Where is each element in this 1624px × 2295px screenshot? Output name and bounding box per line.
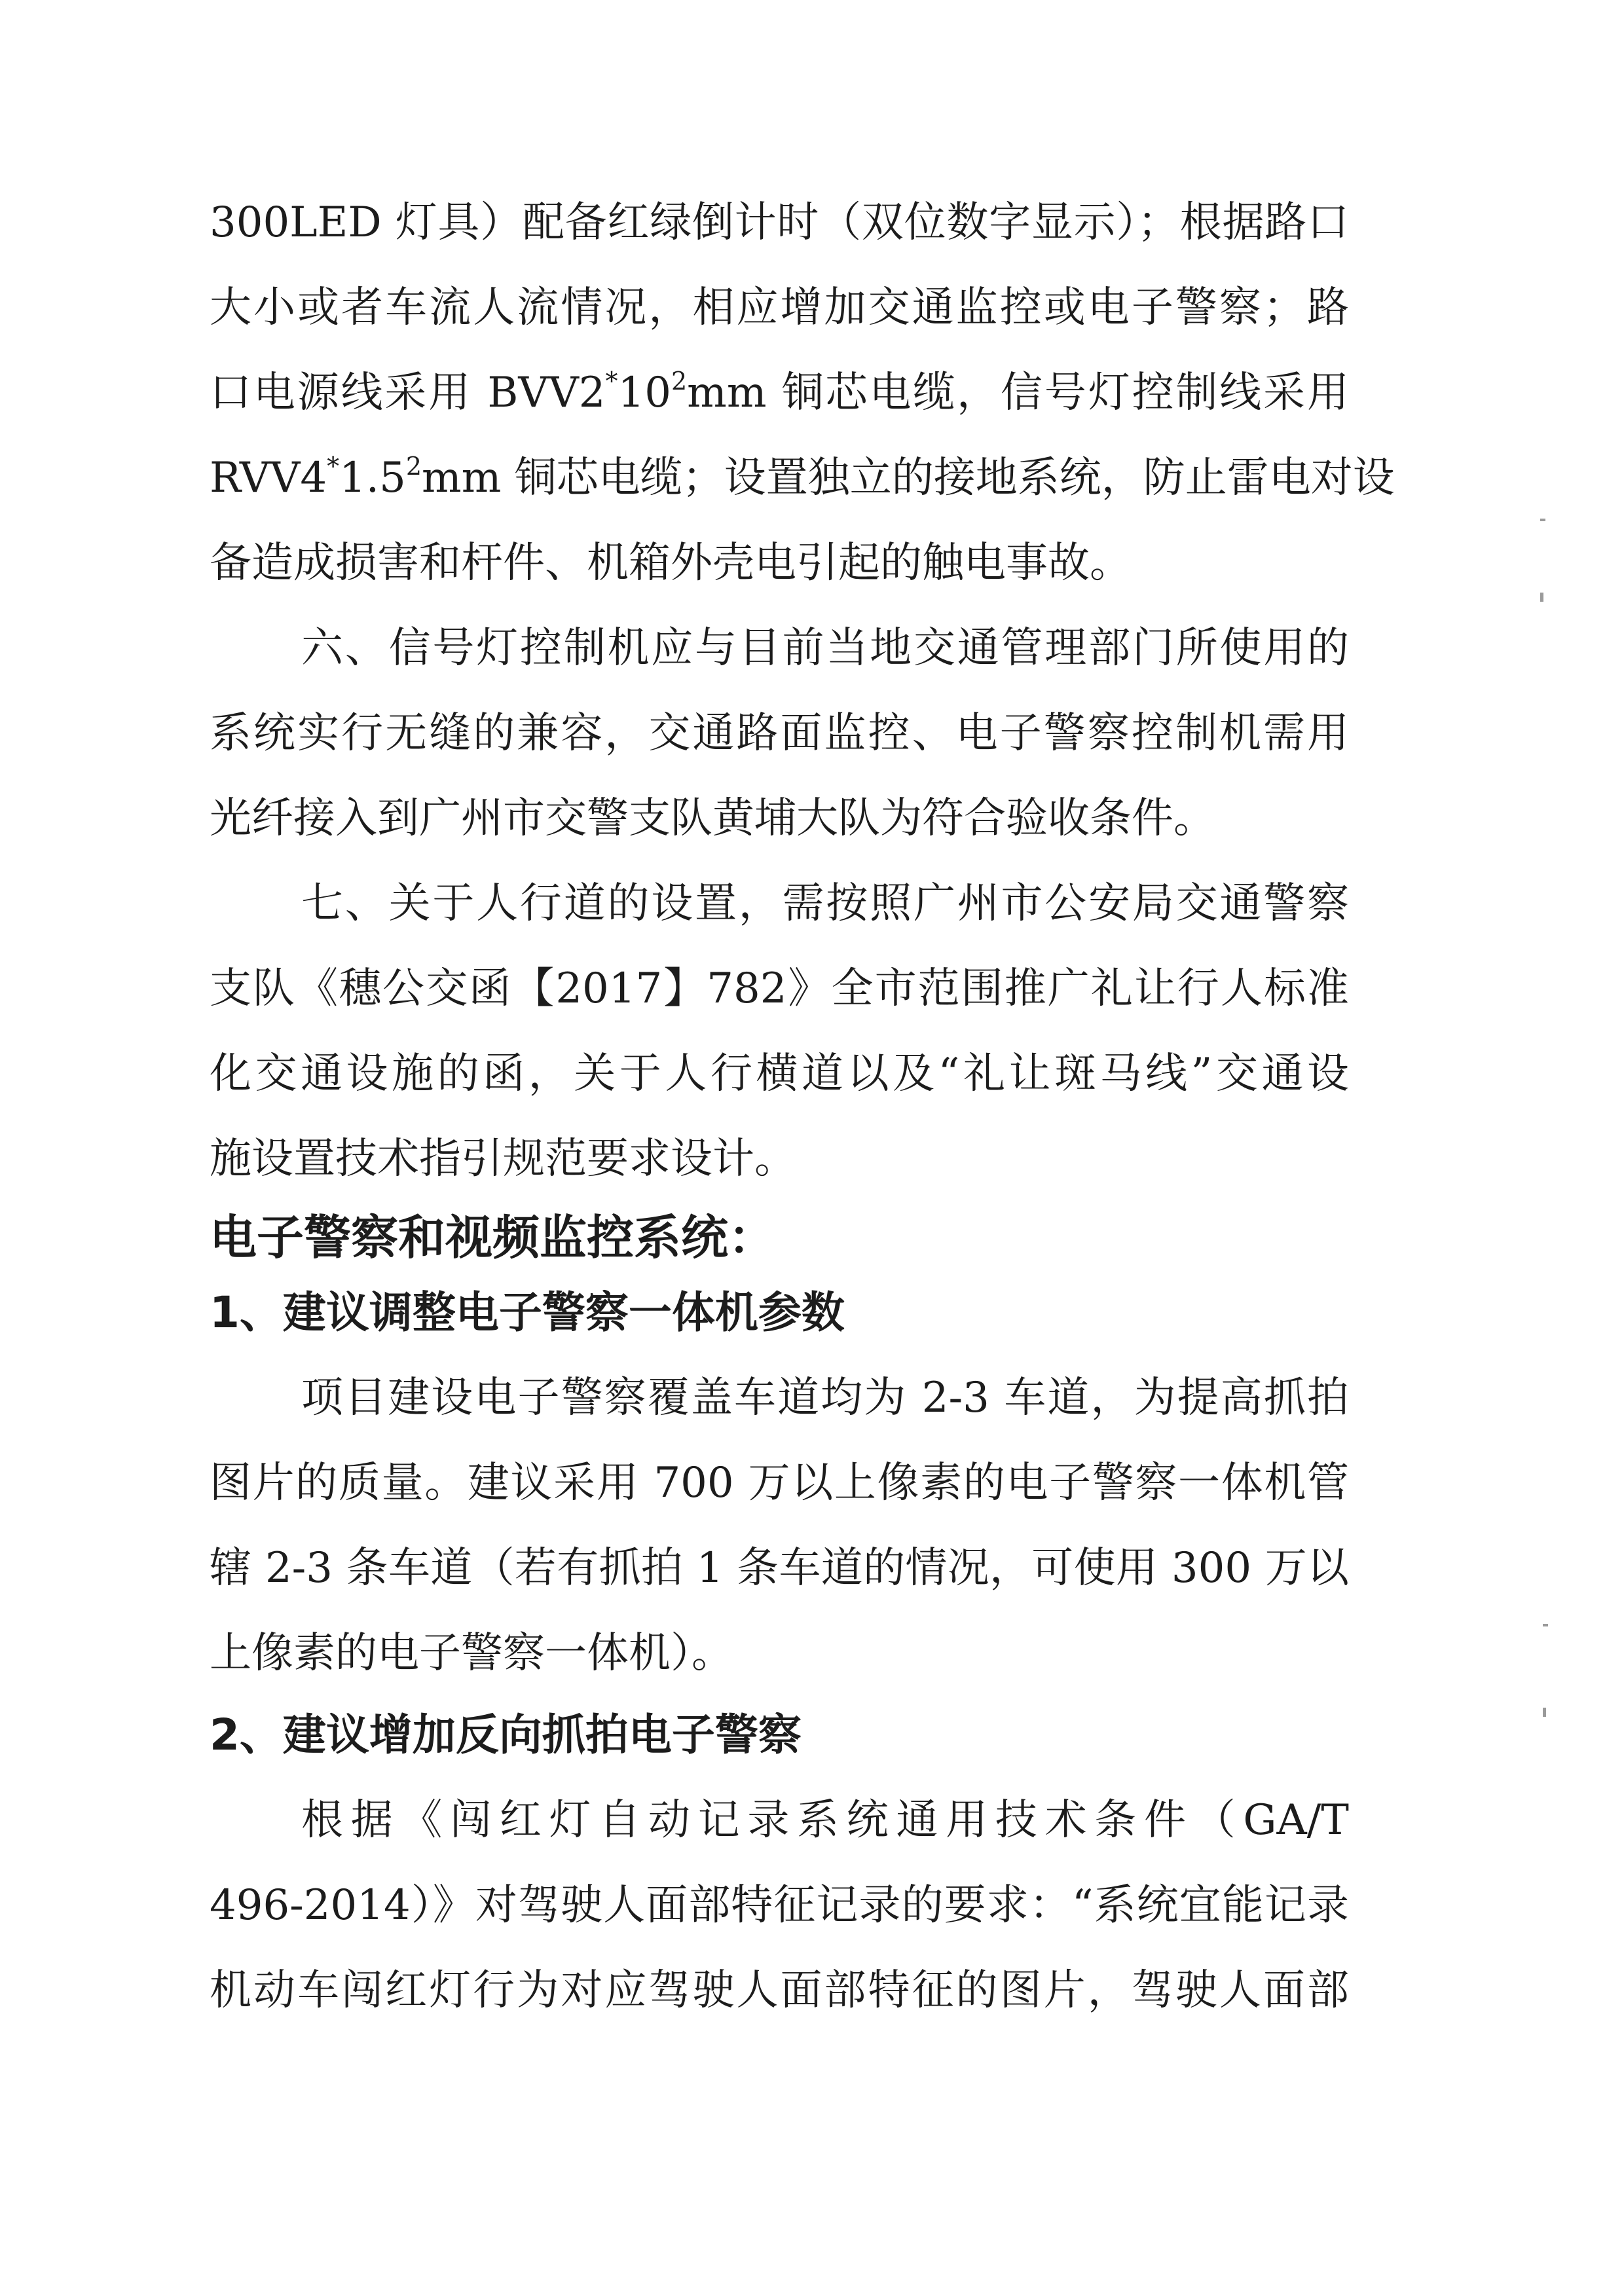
body-text-line: 系统实行无缝的兼容，交通路面监控、电子警察控制机需用 [210, 709, 1349, 758]
superscript: * [605, 367, 618, 395]
body-text-line: 图片的质量。建议采用 700 万以上像素的电子警察一体机管 [210, 1459, 1349, 1507]
text-fragment: 10 [618, 369, 671, 417]
text-fragment: 口电源线采用 BVV2 [210, 369, 606, 417]
body-text-line: 496-2014）》对驾驶人面部特征记录的要求：“系统宜能记录 [210, 1881, 1349, 1930]
scan-speck [1543, 1624, 1548, 1626]
scan-speck [1543, 1708, 1546, 1717]
text-fragment: mm 铜芯电缆；设置独立的接地系统，防止雷电对设 [422, 454, 1395, 502]
superscript: 2 [671, 367, 688, 395]
text-fragment: 1.5 [339, 454, 406, 502]
paragraph-first-line: 六、信号灯控制机应与目前当地交通管理部门所使用的 [301, 624, 1349, 672]
paragraph-first-line: 项目建设电子警察覆盖车道均为 2-3 车道，为提高抓拍 [301, 1374, 1349, 1422]
body-text-line: 上像素的电子警察一体机）。 [210, 1629, 733, 1678]
scan-speck [1540, 593, 1543, 602]
body-text-line: 大小或者车流人流情况，相应增加交通监控或电子警察；路 [210, 284, 1349, 332]
subsection-heading: 2、建议增加反向抓拍电子警察 [210, 1710, 802, 1760]
body-text-line: 支队《穗公交函【2017】782》全市范围推广礼让行人标准 [210, 964, 1349, 1013]
text-fragment: mm 铜芯电缆，信号灯控制线采用 [687, 369, 1350, 417]
scan-speck [1540, 519, 1545, 521]
body-text-line: 机动车闯红灯行为对应驾驶人面部特征的图片，驾驶人面部 [210, 1966, 1349, 2015]
text-fragment: RVV4 [210, 454, 327, 502]
body-text-line: 施设置技术指引规范要求设计。 [210, 1135, 796, 1183]
subsection-heading: 1、建议调整电子警察一体机参数 [210, 1287, 845, 1338]
paragraph-first-line: 七、关于人行道的设置，需按照广州市公安局交通警察 [301, 879, 1349, 928]
body-text-line: 辖 2-3 条车道（若有抓拍 1 条车道的情况，可使用 300 万以 [210, 1544, 1349, 1592]
body-text-line [210, 445, 1395, 511]
superscript: 2 [405, 452, 422, 481]
section-heading: 电子警察和视频监控系统： [210, 1210, 776, 1265]
paragraph-first-line: 根据《闯红灯自动记录系统通用技术条件（GA/T [301, 1796, 1349, 1845]
body-text-line: 备造成损害和杆件、机箱外壳电引起的触电事故。 [210, 539, 1132, 587]
body-text-line [210, 360, 1349, 426]
body-text-line: 化交通设施的函，关于人行横道以及“礼让斑马线”交通设 [210, 1050, 1349, 1098]
body-text-line: 300LED 灯具）配备红绿倒计时（双位数字显示）；根据路口 [210, 198, 1349, 247]
body-text-line: 光纤接入到广州市交警支队黄埔大队为符合验收条件。 [210, 794, 1215, 843]
superscript: * [327, 452, 340, 481]
